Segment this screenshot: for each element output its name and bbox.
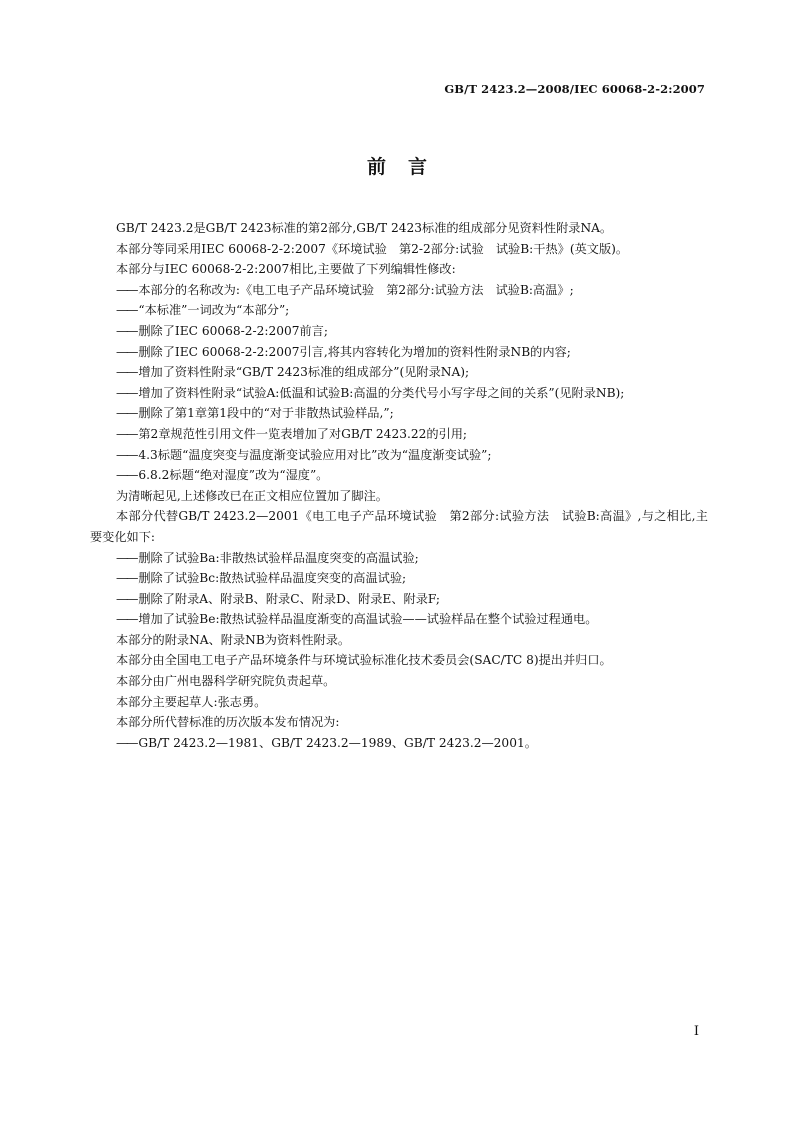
paragraph-text: 6.8.2标题“绝对湿度”改为“湿度”。 (138, 468, 329, 483)
paragraph (90, 671, 708, 692)
paragraph-text: 本部分由全国电工电子产品环境条件与环境试验标准化技术委员会(SAC/TC 8)提出并归口。 (116, 653, 612, 668)
list-item (90, 589, 708, 610)
paragraph-text: 本部分代替GB/T 2423.2—2001《电工电子产品环境试验 第2部分:试验方法 试验B:高温》,与之相比,主要变化如下: (90, 509, 708, 544)
paragraph-text: 本部分的名称改为:《电工电子产品环境试验 第2部分:试验方法 试验B:高温》; (138, 282, 574, 297)
paragraph-text: 为清晰起见,上述修改已在正文相应位置加了脚注。 (116, 488, 388, 503)
list-item (90, 403, 708, 424)
list-item (90, 280, 708, 301)
em-dash-bullet: —— (116, 323, 137, 338)
paragraph-text: 增加了资料性附录“GB/T 2423标准的组成部分”(见附录NA); (138, 365, 470, 380)
paragraph-text: 删除了附录A、附录B、附录C、附录D、附录E、附录F; (138, 591, 441, 606)
paragraph (90, 218, 708, 239)
list-item (90, 321, 708, 342)
paragraph-text: 删除了IEC 60068-2-2:2007前言; (138, 323, 328, 338)
paragraph (90, 650, 708, 671)
page-number: I (693, 1024, 699, 1039)
em-dash-bullet: —— (116, 406, 137, 421)
list-item (90, 733, 708, 754)
em-dash-bullet: —— (116, 385, 137, 400)
paragraph-text: 删除了试验Bc:散热试验样品温度突变的高温试验; (138, 571, 407, 586)
paragraph-text: 第2章规范性引用文件一览表增加了对GB/T 2423.22的引用; (138, 426, 467, 441)
paragraph-text: 本部分所代替标准的历次版本发布情况为: (116, 715, 340, 730)
em-dash-bullet: —— (116, 344, 137, 359)
paragraph-text: GB/T 2423.2—1981、GB/T 2423.2—1989、GB/T 2423.2—2001。 (138, 735, 537, 750)
em-dash-bullet: —— (116, 735, 137, 750)
paragraph-text: 本部分主要起草人:张志勇。 (116, 694, 267, 709)
em-dash-bullet: —— (116, 282, 137, 297)
list-item (90, 424, 708, 445)
em-dash-bullet: —— (116, 447, 137, 462)
list-item (90, 568, 708, 589)
paragraph-text: 删除了第1章第1段中的“对于非散热试验样品,”; (138, 406, 394, 421)
paragraph-text: 增加了试验Be:散热试验样品温度渐变的高温试验——试验样品在整个试验过程通电。 (138, 612, 598, 627)
list-item (90, 300, 708, 321)
standard-number-header: GB/T 2423.2—2008/IEC 60068-2-2:2007 (444, 82, 705, 96)
em-dash-bullet: —— (116, 591, 137, 606)
paragraph (90, 486, 708, 507)
paragraph-text: 本部分由广州电器科学研究院负责起草。 (116, 674, 336, 689)
paragraph (90, 259, 708, 280)
em-dash-bullet: —— (116, 571, 137, 586)
list-item (90, 383, 708, 404)
em-dash-bullet: —— (116, 365, 137, 380)
list-item (90, 445, 708, 466)
paragraph (90, 692, 708, 713)
paragraph-text: 删除了IEC 60068-2-2:2007引言,将其内容转化为增加的资料性附录NB的内容; (138, 344, 571, 359)
page-title: 前言 (366, 156, 449, 178)
paragraph-text: 本部分的附录NA、附录NB为资料性附录。 (116, 632, 351, 647)
paragraph-text: 4.3标题“温度突变与温度渐变试验应用对比”改为“温度渐变试验”; (138, 447, 492, 462)
paragraph (90, 506, 708, 547)
list-item (90, 609, 708, 630)
paragraph (90, 630, 708, 651)
list-item (90, 548, 708, 569)
em-dash-bullet: —— (116, 550, 137, 565)
em-dash-bullet: —— (116, 426, 137, 441)
paragraph-text: 增加了资料性附录“试验A:低温和试验B:高温的分类代号小写字母之间的关系”(见附录NB); (138, 385, 625, 400)
em-dash-bullet: —— (116, 303, 137, 318)
paragraph (90, 712, 708, 733)
em-dash-bullet: —— (116, 612, 137, 627)
list-item (90, 342, 708, 363)
paragraph-text: “本标准”一词改为“本部分”; (138, 303, 290, 318)
paragraph (90, 239, 708, 260)
paragraph-text: 本部分等同采用IEC 60068-2-2:2007《环境试验 第2-2部分:试验 试验B:干热》(英文版)。 (116, 241, 629, 256)
paragraph-text: GB/T 2423.2是GB/T 2423标准的第2部分,GB/T 2423标准的组成部分见资料性附录NA。 (116, 221, 613, 235)
paragraph-text: 删除了试验Ba:非散热试验样品温度突变的高温试验; (138, 550, 419, 565)
foreword-body (90, 218, 708, 753)
list-item (90, 465, 708, 486)
paragraph-text: 本部分与IEC 60068-2-2:2007相比,主要做了下列编辑性修改: (116, 262, 456, 277)
em-dash-bullet: —— (116, 468, 137, 483)
list-item (90, 362, 708, 383)
